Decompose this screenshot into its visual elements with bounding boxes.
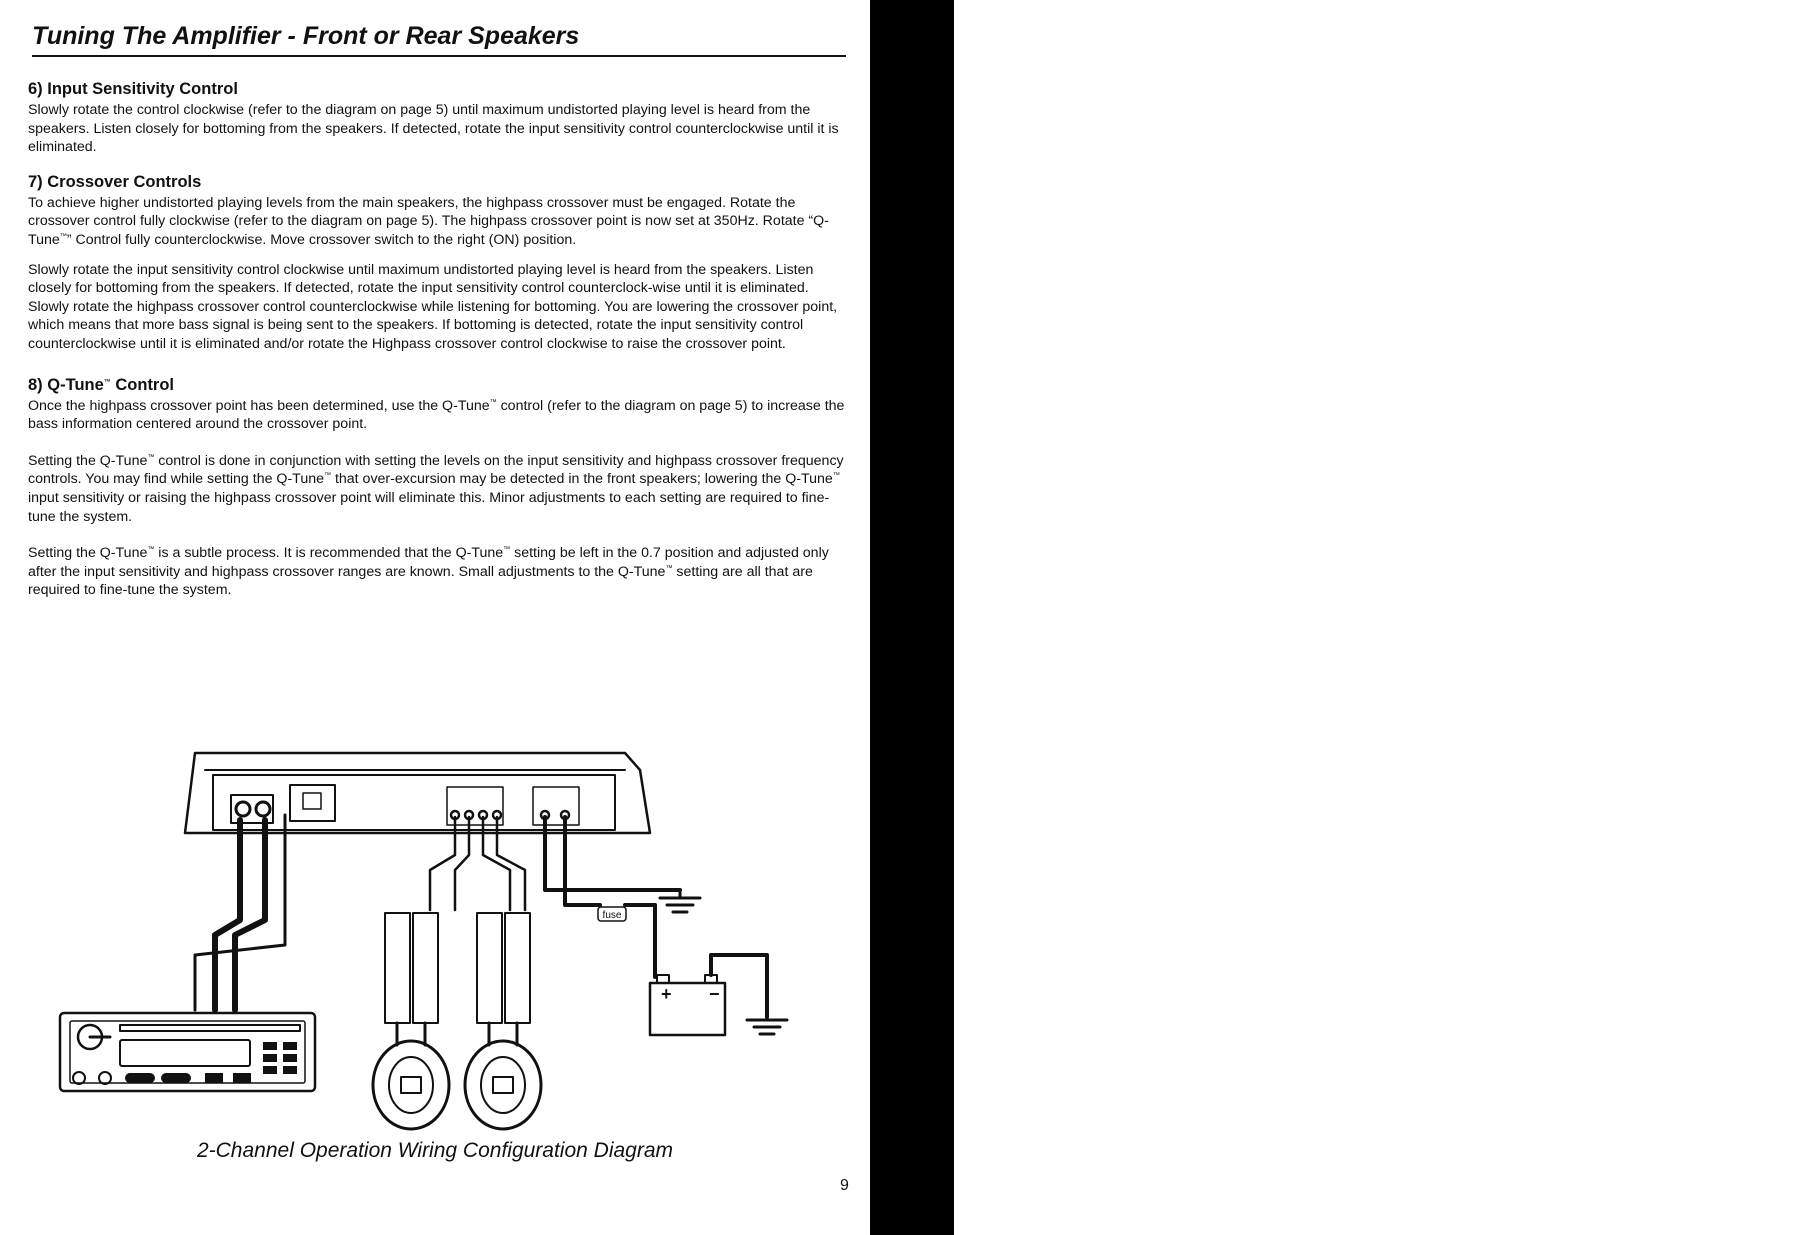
amplifier <box>185 753 650 833</box>
section-heading: 6) Input Sensitivity Control <box>28 80 238 98</box>
fuse-label: fuse <box>602 910 622 921</box>
battery-plus-label: + <box>661 984 672 1004</box>
section-heading: 8) Q-Tune™ Control <box>28 375 175 394</box>
paragraph: To achieve higher undistorted playing levels from the main speakers, the highpass crossover must be engaged. Rotate the crossover control fully clockwise (refer to the diagram on page 5). The highpass crossover point is now set at 350Hz. Rotate “Q-Tune™” Control fully counterclockwise. Move crossover switch to the right (ON) position. <box>28 194 829 248</box>
page-number: 9 <box>840 1177 849 1194</box>
speaker-left <box>373 1041 449 1129</box>
paragraph: Once the highpass crossover point has been determined, use the Q-Tune™ control (refer to the diagram on page 5) to increase the bass information centered around the crossover point. <box>28 397 845 433</box>
side-tab-title: Tuning - Front / Rear Speakers <box>1763 28 1802 552</box>
section-crossover-controls <box>28 173 848 354</box>
content <box>28 80 848 616</box>
section-input-sensitivity <box>28 80 848 157</box>
trademark: ™ <box>59 232 67 240</box>
paragraph: Slowly rotate the control clockwise (refer to the diagram on page 5) until maximum undistorted playing level is heard from the speakers. Listen closely for bottoming from the speakers. If detected, rotate the input sensitivity control counterclockwise until it is eliminated. <box>28 102 839 156</box>
trademark: ™ <box>103 378 111 386</box>
fuse <box>598 907 626 921</box>
paragraph: Slowly rotate the input sensitivity control clockwise until maximum undistorted playing level is heard from the speakers. Listen closely for bottoming from the speakers. If detected, rotate the input sensitivity control counterclock-wise until it is eliminated. Slowly rotate the highpass crossover control counterclockwise while listening for bottoming. You are lowering the crossover point, which means that more bass signal is being sent to the speakers. If bottoming is detected, rotate the input sensitivity control counterclockwise until it is eliminated and/or rotate the Highpass crossover control clockwise to raise the crossover point. <box>28 261 838 352</box>
side-tab <box>870 0 1802 1235</box>
diagram-caption: 2-Channel Operation Wiring Configuration Diagram <box>196 1139 674 1162</box>
wiring-diagram <box>55 745 815 1125</box>
battery-minus-label: − <box>709 984 720 1004</box>
page-title: Tuning The Amplifier - Front or Rear Speakers <box>32 22 846 57</box>
speaker-right <box>465 1041 541 1129</box>
section-heading: 7) Crossover Controls <box>28 172 202 191</box>
crossover-left <box>385 913 438 1023</box>
crossover-right <box>477 913 530 1023</box>
paragraph: Setting the Q-Tune™ is a subtle process. It is recommended that the Q-Tune™ setting be left in the 0.7 position and adjusted only after the input sensitivity and highpass crossover ranges are known. Small adjustments to the Q-Tune™ setting are all that are required to fine-tune the system. <box>28 545 829 599</box>
section-q-tune <box>28 376 848 600</box>
paragraph: Setting the Q-Tune™ control is done in conjunction with setting the levels on the input sensitivity and highpass crossover frequency controls. You may find while setting the Q-Tune™ that over-excursion may be detected in the front speakers; lowering the Q-Tune™ input sensitivity or raising the highpass crossover point will eliminate this. Minor adjustments to each setting are required to fine-tune the system. <box>28 452 844 525</box>
